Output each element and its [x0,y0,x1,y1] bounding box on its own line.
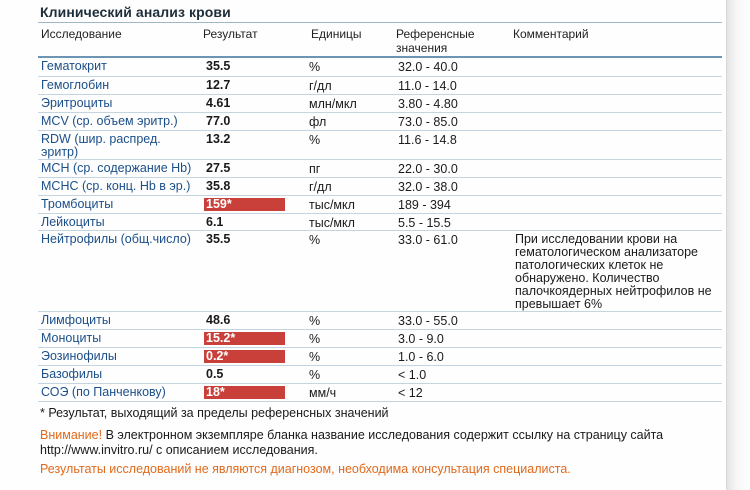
result-cell [201,94,306,112]
comment-cell [512,94,722,112]
units-cell: % [306,230,395,311]
col-header-result: Результат [203,27,258,41]
comment-cell [512,383,722,401]
units-cell: г/дл [306,177,395,195]
result-cell [201,347,306,365]
reference-cell: < 12 [395,383,512,401]
test-name[interactable]: Базофилы [38,365,201,383]
units-cell: % [306,347,395,365]
table-row [38,347,722,365]
col-header-units: Единицы [311,27,362,41]
result-value-flagged: 159* [204,198,285,211]
reference-cell: 33.0 - 61.0 [395,230,512,311]
result-value-flagged: 0.2* [204,350,285,363]
test-name[interactable]: Моноциты [38,329,201,347]
result-value: 4.61 [206,95,231,110]
test-name[interactable]: MCH (ср. содержание Hb) [38,159,201,177]
result-value: 6.1 [206,214,224,229]
result-cell [201,130,306,159]
reference-cell: 32.0 - 38.0 [395,177,512,195]
result-value: 35.5 [206,59,231,73]
comment-cell [512,213,722,230]
result-value: 13.2 [206,131,231,146]
attention-note [40,428,700,458]
units-cell: % [306,329,395,347]
units-cell: тыс/мкл [306,213,395,230]
table-row [38,213,722,230]
result-cell [201,58,306,76]
comment-cell [512,76,722,94]
result-cell [201,365,306,383]
results-table [38,58,722,402]
reference-cell: 32.0 - 40.0 [395,58,512,76]
table-row [38,195,722,213]
table-row [38,329,722,347]
result-cell [201,195,306,213]
table-row [38,365,722,383]
reference-cell: 11.0 - 14.0 [395,76,512,94]
result-cell [201,76,306,94]
col-header-reference: Референсные значения [396,27,475,55]
result-value-flagged: 18* [204,386,285,399]
col-header-test: Исследование [41,27,122,41]
result-value: 35.8 [206,178,231,193]
test-name[interactable]: Нейтрофилы (общ.число) [38,230,201,311]
units-cell: фл [306,112,395,130]
reference-cell: 3.0 - 9.0 [395,329,512,347]
page-edge-shadow [727,0,750,490]
units-cell: % [306,365,395,383]
reference-cell: 11.6 - 14.8 [395,130,512,159]
reference-cell: 33.0 - 55.0 [395,311,512,329]
comment-cell [512,365,722,383]
comment-cell [512,311,722,329]
title-divider [38,22,722,23]
table-row [38,159,722,177]
result-cell [201,112,306,130]
result-value: 48.6 [206,312,231,327]
test-name[interactable]: Лейкоциты [38,213,201,230]
comment-cell [512,159,722,177]
units-cell: млн/мкл [306,94,395,112]
result-value: 0.5 [206,366,224,381]
result-value-flagged: 15.2* [204,332,285,345]
reference-cell: 3.80 - 4.80 [395,94,512,112]
units-cell: % [306,311,395,329]
result-cell [201,383,306,401]
reference-cell: 1.0 - 6.0 [395,347,512,365]
reference-cell: 22.0 - 30.0 [395,159,512,177]
reference-cell: < 1.0 [395,365,512,383]
table-row [38,112,722,130]
units-cell: мм/ч [306,383,395,401]
table-row [38,76,722,94]
table-row [38,130,722,159]
result-cell [201,159,306,177]
attention-label: Внимание! [40,428,103,442]
comment-cell: При исследовании крови на гематологическом анализаторе патологических клеток не обнаружено. Количество палочкоядерных нейтрофилов не превышает 6% [512,230,722,311]
result-cell [201,177,306,195]
result-cell [201,230,306,311]
comment-cell [512,329,722,347]
comment-cell [512,58,722,76]
result-cell [201,213,306,230]
table-row [38,94,722,112]
test-name[interactable]: Гемоглобин [38,76,201,94]
table-row [38,58,722,76]
test-name[interactable]: MCHC (ср. конц. Hb в эр.) [38,177,201,195]
units-cell: тыс/мкл [306,195,395,213]
comment-cell [512,347,722,365]
disclaimer: Результаты исследований не являются диагнозом, необходима консультация специалиста. [40,462,571,476]
table-row [38,383,722,401]
result-value: 77.0 [206,113,231,128]
result-cell [201,311,306,329]
table-row [38,230,722,311]
reference-cell: 73.0 - 85.0 [395,112,512,130]
col-header-comment: Комментарий [513,27,589,41]
test-name[interactable]: Лимфоциты [38,311,201,329]
table-row [38,177,722,195]
test-name[interactable]: Тромбоциты [38,195,201,213]
table-row [38,311,722,329]
reference-cell: 189 - 394 [395,195,512,213]
comment-cell [512,130,722,159]
attention-text: В электронном экземпляре бланка название исследования содержит ссылку на страницу сайта http://www.invitro.ru/ с описанием исследования. [40,428,664,457]
comment-cell [512,177,722,195]
test-name[interactable]: Эритроциты [38,94,201,112]
result-cell [201,329,306,347]
units-cell: % [306,130,395,159]
report-title: Клинический анализ крови [40,4,231,20]
test-name[interactable]: Эозинофилы [38,347,201,365]
footnote: * Результат, выходящий за пределы референсных значений [40,406,389,420]
result-value: 12.7 [206,77,231,92]
units-cell: пг [306,159,395,177]
comment-cell [512,112,722,130]
reference-cell: 5.5 - 15.5 [395,213,512,230]
test-name[interactable]: Гематокрит [38,58,201,76]
result-value: 35.5 [206,231,231,246]
result-value: 27.5 [206,160,231,175]
test-name[interactable]: СОЭ (по Панченкову) [38,383,201,401]
comment-cell [512,195,722,213]
units-cell: г/дл [306,76,395,94]
test-name[interactable]: MCV (ср. объем эритр.) [38,112,201,130]
test-name[interactable]: RDW (шир. распред. эритр) [38,130,201,159]
units-cell: % [306,58,395,76]
